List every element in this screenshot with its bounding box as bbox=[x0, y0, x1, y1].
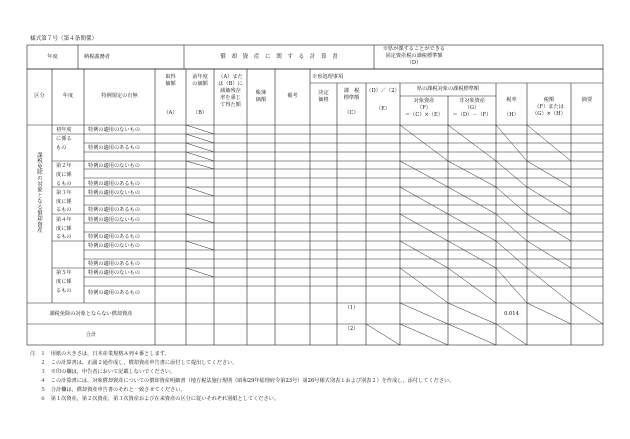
col-ab-2: は（B）に bbox=[218, 81, 243, 87]
group-2-l1: 第２年 bbox=[56, 163, 72, 169]
col-kubun: 区分 bbox=[34, 93, 45, 99]
col-chobo-1: 帳簿 bbox=[255, 90, 267, 96]
col-shutoku-3: （A） bbox=[163, 110, 178, 116]
row-label-with: 特例の適用のあるもの bbox=[88, 207, 140, 213]
col-taisho-1: 対象資産 bbox=[413, 98, 435, 104]
group-5-l3: るもの bbox=[56, 288, 72, 294]
col-biko: 備考 bbox=[287, 93, 298, 99]
col-shutoku-2: 価額 bbox=[165, 81, 176, 87]
col-d2-1: （D）／（2） bbox=[366, 88, 400, 94]
col-ab-3: 減価残存 bbox=[220, 88, 241, 94]
col-zeiritsu-2: （H） bbox=[504, 112, 519, 118]
tax-rate-value: 0.014 bbox=[504, 311, 519, 317]
col-ab-1: （A）また bbox=[218, 74, 243, 80]
col-zennendo-2: の価額 bbox=[192, 81, 208, 87]
col-nendo: 年度 bbox=[62, 93, 74, 99]
row-label-with: 特例の適用のあるもの bbox=[88, 261, 140, 267]
side-label: 課税免除の対象となる償却資産 bbox=[36, 152, 42, 234]
note-1: 注 １ 用紙の大きさは，日本産業規格Ａ列４番とします。 bbox=[30, 351, 170, 357]
group-1-l2: に係る bbox=[56, 136, 72, 142]
col-hitaisho-1: 非対象資産 bbox=[459, 98, 485, 104]
nonexempt-label: 課税免除の対象とならない償却資産 bbox=[49, 311, 133, 317]
group-3-l1: 第３年 bbox=[56, 190, 72, 196]
page-title: 償 却 資 産 に 関 す る 計 算 書 bbox=[220, 54, 338, 60]
col-kettei-2: 価格 bbox=[318, 97, 329, 103]
row-label-none: 特例の適用のないもの bbox=[88, 217, 140, 223]
col-zennendo-3: （B） bbox=[192, 110, 208, 116]
total-label: 合計 bbox=[85, 332, 97, 338]
row-label-with: 特例の適用のあるもの bbox=[88, 290, 140, 296]
group-5-l1: 第５年 bbox=[56, 270, 72, 276]
nonexempt-marker: （1） bbox=[344, 305, 359, 311]
year-label: 年度 bbox=[47, 54, 58, 60]
col-taisho-3: ＝（C）×（E） bbox=[404, 112, 444, 118]
col-d2-2: （E） bbox=[375, 106, 391, 112]
col-tekiyo: 摘要 bbox=[581, 97, 593, 103]
col-group: 県の課税対象の課税標準額 bbox=[416, 86, 480, 92]
col-zeigaku-1: 税額 bbox=[543, 97, 555, 103]
box-line-3: （D） bbox=[406, 60, 422, 66]
group-2-l2: 度に係 bbox=[56, 172, 72, 178]
col-shutoku-1: 取得 bbox=[165, 74, 176, 80]
col-hitaisho-3: ＝（D）－（F） bbox=[452, 112, 492, 118]
col-chobo-2: 価額 bbox=[255, 97, 267, 103]
row-label-with: 特例の適用のあるもの bbox=[88, 145, 140, 151]
col-zeiritsu-1: 税率 bbox=[506, 97, 517, 103]
group-3-l3: るもの bbox=[56, 207, 72, 213]
col-zennendo-1: 前年度 bbox=[192, 74, 208, 80]
col-ab-5: て得た額 bbox=[220, 102, 241, 108]
note-6: ６ 第１次資産，第２次資産，第３次資産および在来資産の区分に従いそれぞれ別紙としてください。 bbox=[30, 396, 280, 402]
row-label-none: 特例の適用のないもの bbox=[88, 243, 140, 249]
row-label-none: 特例の適用のないもの bbox=[88, 270, 140, 276]
col-kazei-2: 標準額 bbox=[343, 95, 360, 101]
row-label-none: 特例の適用のないもの bbox=[88, 127, 140, 133]
row-label-none: 特例の適用のないもの bbox=[88, 163, 140, 169]
box-line-2: 固定資産税の課税標準額 bbox=[385, 53, 443, 59]
group-5-l2: 度に係 bbox=[56, 279, 72, 285]
col-kettei-1: 決定 bbox=[318, 90, 329, 96]
group-4-l2: 度に係 bbox=[56, 226, 72, 232]
group-3-l2: 度に係 bbox=[56, 199, 72, 205]
col-tokurei: 特例規定の有無 bbox=[101, 93, 138, 99]
col-kazei-3: （C） bbox=[344, 110, 359, 116]
col-ab-4: 率を乗じ bbox=[220, 95, 241, 101]
section-label: ※県処理事項 bbox=[312, 74, 344, 80]
note-5: ５ 合計欄は，償却資産申告書のそれと一致させてください。 bbox=[30, 387, 186, 393]
taxpayer-label: 納税義務者 bbox=[84, 54, 110, 60]
row-label-with: 特例の適用のあるもの bbox=[88, 234, 140, 240]
note-4: ４ この計算書には，対象償却資産についての償却資産明細書（地方税法施行規則（昭和29年総理府令第23号）第26号様式別表１および別表２）を作成し，添付してください。 bbox=[30, 378, 455, 384]
row-label-with: 特例の適用のあるもの bbox=[88, 181, 140, 187]
group-4-l3: るもの bbox=[56, 234, 72, 240]
col-taisho-2: （F） bbox=[417, 105, 431, 111]
note-3: ３ ※印の欄は，申告者において記載しないでください。 bbox=[30, 369, 176, 375]
row-label-none: 特例の適用のないもの bbox=[88, 190, 140, 196]
group-4-l1: 第４年 bbox=[56, 217, 72, 223]
form-number: 様式第７号（第４条関係） bbox=[30, 36, 98, 42]
group-1-l3: もの bbox=[56, 145, 67, 151]
col-kazei-1: 課 税 bbox=[343, 88, 360, 94]
group-2-l3: るもの bbox=[56, 181, 72, 187]
note-2: ２ この計算書は，正副２通作成し，償却資産申告書に添付して提出してください。 bbox=[30, 360, 238, 366]
col-zeigaku-3: （G）×（H） bbox=[532, 111, 566, 117]
box-line-1: ※県が課することができる bbox=[382, 46, 446, 52]
group-1-l1: 初年度 bbox=[56, 127, 72, 133]
total-marker: （2） bbox=[344, 326, 359, 332]
col-hitaisho-2: （G） bbox=[464, 105, 480, 111]
col-zeigaku-2: （F）または bbox=[534, 104, 564, 110]
